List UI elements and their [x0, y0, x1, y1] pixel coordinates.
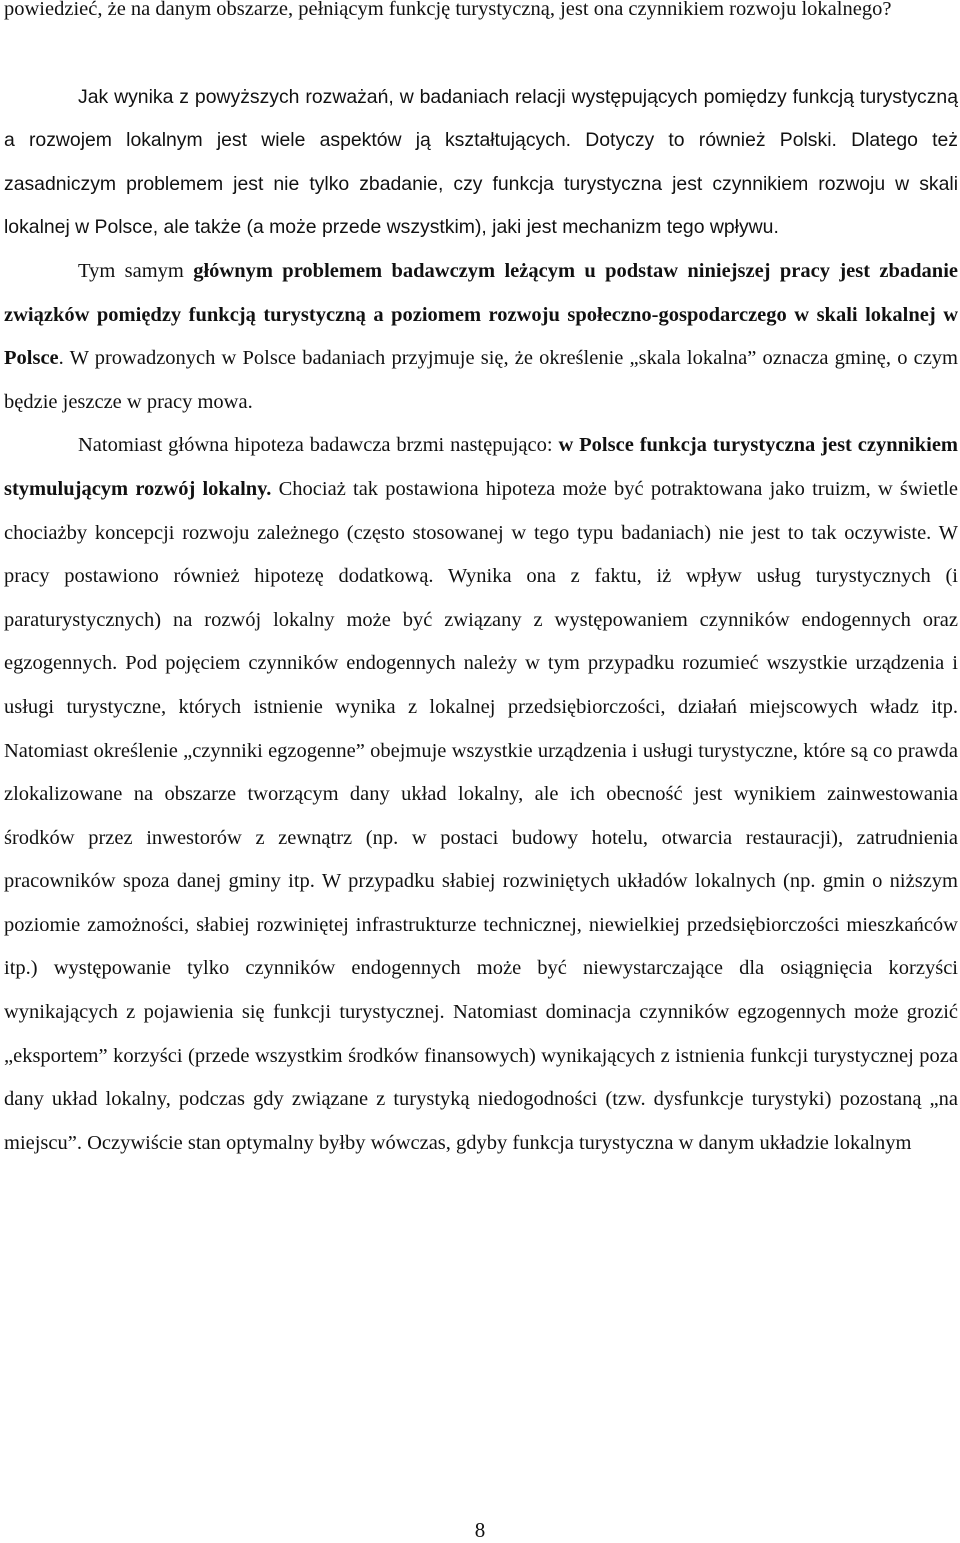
- paragraph-rest-text: . W prowadzonych w Polsce badaniach przyjmuje się, że określenie „skala lokalna” oznacza gminę, o czym będzie jeszcze w pracy mowa.: [4, 347, 958, 413]
- paragraph-lead-text: Natomiast główna hipoteza badawcza brzmi następująco:: [78, 434, 559, 457]
- paragraph-text: powiedzieć, że na danym obszarze, pełniącym funkcję turystyczną, jest ona czynnikiem rozwoju lokalnego?: [4, 0, 892, 20]
- paragraph-intro-continuation: [4, 0, 958, 32]
- paragraph-text: Jak wynika z powyższych rozważań, w badaniach relacji występujących pomiędzy funkcją turystyczną a rozwojem lokalnym jest wiele aspektów ją kształtujących. Dotyczy to również Polski. Dlatego też zasadniczym problemem jest nie tylko zbadanie, czy funkcja turystyczna jest czynnikiem rozwoju w skali lokalnej w Polsce, ale także (a może przede wszystkim), jaki jest mechanizm tego wpływu.: [4, 85, 958, 239]
- research-problem-statement: głównym problemem badawczym leżącym u podstaw niniejszej pracy jest zbadanie związków pomiędzy funkcją turystyczną a poziomem rozwoju społeczno-gospodarczego w skali lokalnej w Polsce: [4, 259, 958, 370]
- main-hypothesis-statement: w Polsce funkcja turystyczna jest czynnikiem stymulującym rozwój lokalny.: [4, 434, 958, 500]
- paragraph-rest-text: Chociaż tak postawiona hipoteza może być potraktowana jako truizm, w świetle chociażby koncepcji rozwoju zależnego (często stosowanej w tego typu badaniach) nie jest to tak oczywiste. W pracy postawiono również hipotezę dodatkową. Wynika ona z faktu, iż wpływ usług turystycznych (i paraturystycznych) na rozwój lokalny może być związany z występowaniem czynników endogennych oraz egzogennych. Pod pojęciem czynników endogennych należy w tym przypadku rozumieć wszystkie urządzenia i usługi turystyczne, których istnienie wynika z lokalnej przedsiębiorczości, działań miejscowych władz itp. Natomiast określenie „czynniki egzogenne” obejmuje wszystkie urządzenia i usługi turystyczne, które są co prawda zlokalizowane na obszarze tworzącym dany układ lokalny, ale ich obecność jest wynikiem zainwestowania środków przez inwestorów z zewnątrz (np. w postaci budowy hotelu, otwarcia restauracji), zatrudnienia pracowników spoza danej gminy itp. W przypadku słabiej rozwiniętych układów lokalnych (np. gmin o niższym poziomie zamożności, słabiej rozwiniętej infrastrukturze technicznej, niewielkiej przedsiębiorczości mieszkańców itp.) występowanie tylko czynników endogennych może być niewystarczające dla osiągnięcia korzyści wynikających z pojawienia się funkcji turystycznej. Natomiast dominacja czynników egzogennych może grozić „eksportem” korzyści (przede wszystkim środków finansowych) wynikających z istnienia funkcji turystycznej poza dany układ lokalny, podczas gdy związane z turystyką niedogodności (tzw. dysfunkcje turystyki) pozostaną „na miejscu”. Oczywiście stan optymalny byłby wówczas, gdyby funkcja turystyczna w danym układzie lokalnym: [4, 477, 959, 1154]
- paragraph-research-aspects: [4, 76, 958, 250]
- paragraph-lead-text: Tym samym: [78, 259, 194, 282]
- paragraph-research-problem: [4, 250, 958, 424]
- paragraph-hypothesis: [4, 424, 958, 1165]
- page-number: 8: [474, 1518, 486, 1542]
